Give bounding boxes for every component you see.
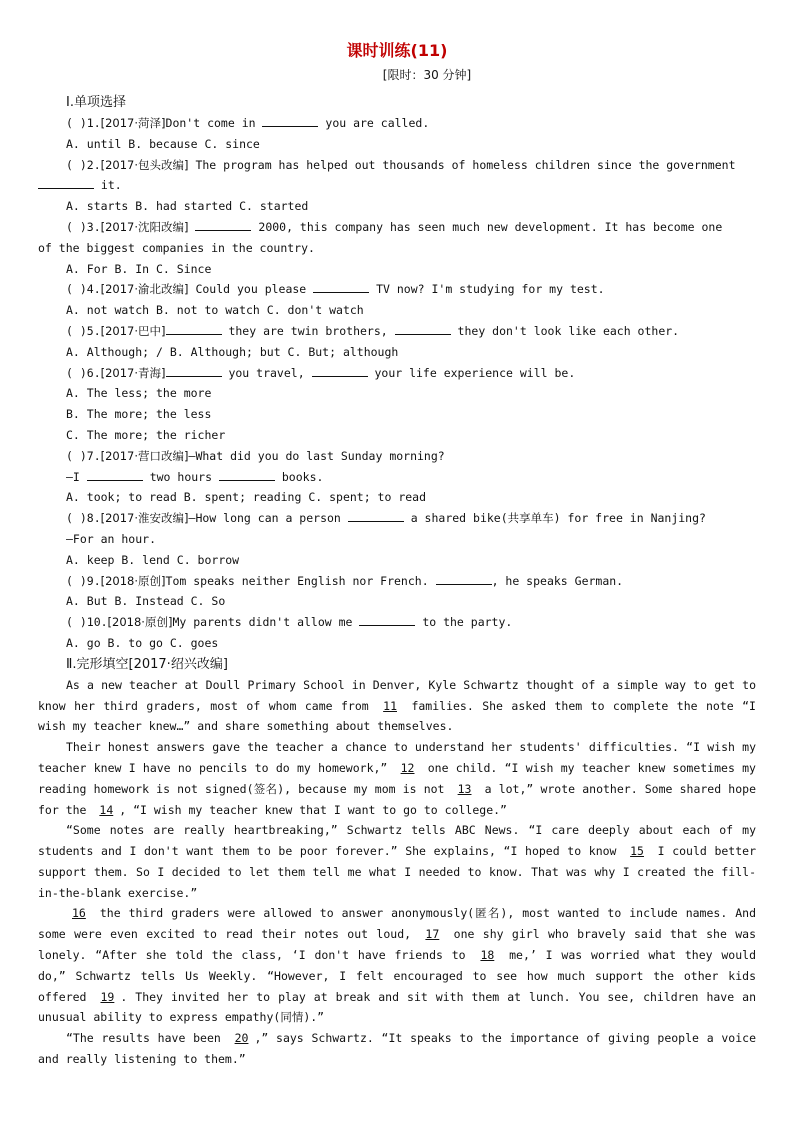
q8-text: —How long can a person [188,511,348,526]
q9-number: ( )9. [66,573,101,588]
q1-number: ( )1. [66,116,101,130]
q2-text-b: it. [94,178,122,193]
q7-reply-b: two hours [142,469,219,484]
q6-text-c: your life experience will be. [367,365,576,380]
section-1-heading: Ⅰ.单项选择 [66,95,126,110]
q1-text: Don't come in [165,116,263,130]
p3-text-a: “Some notes are really heartbreaking,” Schwartz tells ABC News. “I care deeply about each of my students and I don't want them to be poor forever.” She explains, “I hoped to know [38,823,756,859]
q7-text: —What did you do last Sunday morning? [188,448,445,463]
q5-blank-1 [166,322,222,335]
q7-reply-a: —I [66,469,87,484]
q9-source: [2018·原创] [100,573,166,588]
q6-source: [2017·青海] [100,365,166,380]
q8-number: ( )8. [66,511,101,526]
q8-blank [348,509,404,522]
q8-continuation: —For an hour. [66,531,157,546]
q4-text: Could you please [188,282,314,297]
q3-text [189,220,196,234]
blank-19: 19 [100,989,115,1004]
blank-18: 18 [480,948,495,963]
q5-source: [2017·巴中] [100,323,166,338]
q7-options: A. took; to read B. spent; reading C. spent; to read [66,490,427,505]
p2-text-a: Their honest answers gave the teacher a chance to understand her students' difficulties. “I wish my teacher knew I have no pencils to do my homework,” [38,740,756,775]
q6-blank-1 [166,364,222,377]
q7-blank-2 [219,468,275,481]
q10-options: A. go B. to go C. goes [66,635,219,650]
q7-reply-c: books. [274,469,324,484]
p1-text-b: families. She asked them to complete the note “I wish my teacher knew…” and share something about themselves. [38,698,756,734]
q10-source: [2018·原创] [107,615,173,630]
blank-12: 12 [400,760,415,775]
q2-options: A. starts B. had started C. started [66,199,309,214]
page-title: 课时训练(11) [346,41,448,60]
q9-text: Tom speaks neither English nor French. [165,573,436,588]
q3-continuation: of the biggest companies in the country. [38,240,315,255]
q5-options: A. Although; / B. Although; but C. But; although [66,344,399,359]
q6-text-b: you travel, [221,365,312,380]
cloze-paragraph-3 [38,820,756,903]
cloze-paragraph-5 [38,1028,756,1070]
q3-blank [195,218,251,231]
q6-option-c: C. The more; the richer [66,427,226,442]
q8-source: [2017·淮安改编] [100,511,189,526]
q7-blank-1 [87,468,143,481]
q3-number: ( )3. [66,219,101,234]
q2-source: [2017·包头改编] [100,157,189,172]
question-8 [38,508,756,529]
q1-blank [262,114,318,127]
q1-source: [2017·菏泽] [100,116,166,130]
blank-16: 16 [72,906,86,921]
p2-text-d: , “I wish my teacher knew that I want to go to college.” [119,802,507,817]
cloze-paragraph-4 [38,903,756,1028]
q5-blank-2 [395,322,451,335]
blank-15: 15 [630,844,644,859]
q10-blank [359,613,415,626]
question-7 [38,446,756,467]
q4-options: A. not watch B. not to watch C. don't watch [66,303,364,318]
q5-text-c: they don't look like each other. [450,323,680,338]
q1-options: A. until B. because C. since [66,136,260,151]
question-10 [38,612,756,633]
p4-text-e: . They invited her to play at break and sit with them at lunch. You see, children have an unusual ability to express empathy(同情).” [38,989,757,1025]
p5-text-b: ,” says Schwartz. “It speaks to the importance of giving people a voice and really listening to them.” [38,1031,756,1067]
q3-source: [2017·沈阳改编] [100,219,189,234]
q2-continuation [38,175,756,196]
q4-source: [2017·渝北改编] [100,282,189,297]
p2-text-c: a lot,” wrote another. Some shared hope for the [38,781,756,817]
question-1 [38,113,756,134]
q10-number: ( )10. [66,615,108,630]
q10-text: My parents didn't allow me [172,615,360,630]
q7-number: ( )7. [66,448,101,463]
q4-number: ( )4. [66,282,101,297]
question-4 [38,279,756,300]
blank-13: 13 [457,781,472,796]
q9-blank [436,572,492,585]
q3-text-b: 2000, this company has seen much new development. It has become one [251,219,723,234]
p4-text-d: me,’ I was worried what they would do,” Schwartz tells Us Weekly. “However, I felt encouraged to see how much support the other kids offered [38,948,756,1004]
q6-blank-2 [312,364,368,377]
p4-text-c: one shy girl who bravely said that she was lonely. “After she told the class, ‘I don't have friends to [38,927,757,963]
q10-text-b: to the party. [415,615,513,630]
p4-text-b: the third graders were allowed to answer anonymously(匿名), most wanted to include names. And some were even excited to read their notes out loud, [38,906,756,942]
q5-text-b: they are twin brothers, [221,323,395,338]
question-2 [38,155,756,176]
section-2-heading: Ⅱ.完形填空[2017·绍兴改编] [66,656,228,672]
p3-text-b: I could better support them. So I decided to let them tell me what I needed to know. That was why I created the fill-in-the-blank exercise.” [38,844,756,900]
cloze-paragraph-2 [38,737,756,820]
blank-20: 20 [234,1031,249,1046]
q6-option-a: A. The less; the more [66,386,212,401]
question-3 [38,217,756,238]
q8-text-b: a shared bike(共享单车) for free in Nanjing? [403,511,706,526]
q9-options: A. But B. Instead C. So [66,594,226,609]
q9-text-b: , he speaks German. [491,573,624,588]
blank-17: 17 [425,927,440,942]
blank-14: 14 [99,802,114,817]
question-6 [38,363,756,384]
q6-number: ( )6. [66,365,101,380]
blank-11: 11 [383,698,397,713]
cloze-paragraph-1 [38,675,756,737]
time-limit: [限时：30 分钟] [382,68,472,82]
question-9 [38,571,756,592]
q4-blank [313,280,369,293]
q3-options: A. For B. In C. Since [66,261,212,276]
q2-text: The program has helped out thousands of homeless children since the government [188,157,736,172]
p1-text-a: As a new teacher at Doull Primary School in Denver, Kyle Schwartz thought of a simple way to get to know her third graders, most of whom came from [38,677,756,713]
q1-text-b: you are called. [318,116,430,130]
p5-text-a: “The results have been [66,1031,229,1046]
q6-option-b: B. The more; the less [66,407,212,422]
q7-reply [38,467,756,488]
q2-number: ( )2. [66,157,101,172]
q4-text-b: TV now? I'm studying for my test. [369,282,605,297]
q5-number: ( )5. [66,323,101,338]
p2-text-b: one child. “I wish my teacher knew sometimes my reading homework is not signed(签名), because my mom is not [38,760,756,796]
q7-source: [2017·营口改编] [100,448,189,463]
q2-blank [38,176,94,189]
q8-options: A. keep B. lend C. borrow [66,552,240,567]
question-5 [38,321,756,342]
